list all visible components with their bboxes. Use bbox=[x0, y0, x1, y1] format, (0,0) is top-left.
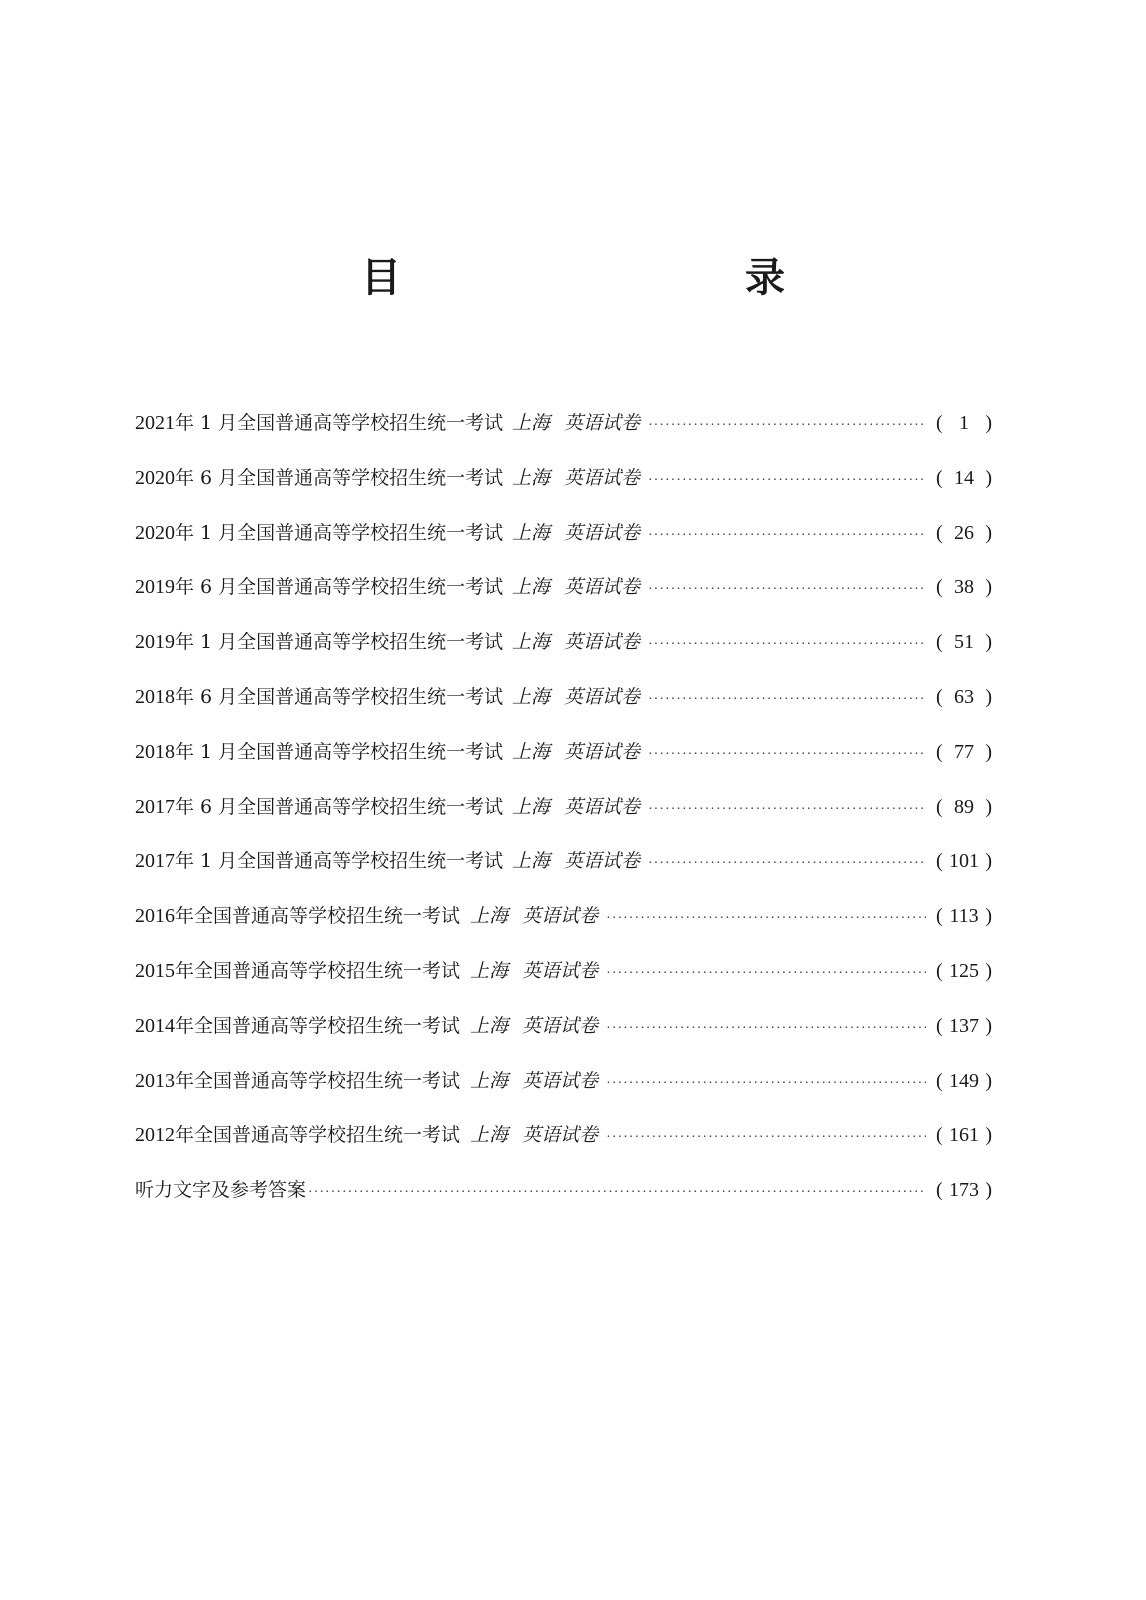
entry-title: 年 6 月全国普通高等学校招生统一考试 bbox=[175, 466, 504, 489]
entry-region: 上海 bbox=[470, 1014, 509, 1037]
entry-year: 2014 bbox=[135, 1014, 175, 1037]
entry-paper: 英语试卷 bbox=[563, 466, 640, 489]
entry-paper: 英语试卷 bbox=[563, 685, 640, 708]
toc-entry[interactable] bbox=[135, 1108, 992, 1163]
entry-title: 年全国普通高等学校招生统一考试 bbox=[175, 1069, 461, 1092]
entry-region: 上海 bbox=[511, 412, 550, 434]
entry-year: 2013 bbox=[135, 1069, 175, 1092]
entry-region: 上海 bbox=[511, 685, 550, 708]
entry-year: 2016 bbox=[135, 905, 175, 928]
page-number: ( 89 ) bbox=[936, 795, 992, 818]
dot-leader bbox=[648, 563, 926, 618]
dot-leader bbox=[648, 618, 926, 673]
page-number: ( 113 ) bbox=[936, 905, 992, 928]
page-number: ( 1 ) bbox=[936, 412, 992, 434]
entry-title: 年全国普通高等学校招生统一考试 bbox=[175, 1124, 461, 1147]
entry-region: 上海 bbox=[511, 631, 550, 654]
entry-year: 2019 bbox=[135, 631, 175, 654]
entry-year: 2015 bbox=[135, 959, 175, 982]
dot-leader bbox=[606, 1002, 926, 1057]
dot-leader bbox=[606, 947, 926, 1002]
entry-region: 上海 bbox=[511, 466, 550, 489]
dot-leader bbox=[648, 837, 926, 892]
toc-entry[interactable] bbox=[135, 944, 992, 999]
toc-entry[interactable] bbox=[135, 834, 992, 889]
entry-year: 2018 bbox=[135, 685, 175, 708]
page-number: ( 14 ) bbox=[936, 466, 992, 489]
page-number: ( 26 ) bbox=[936, 521, 992, 544]
dot-leader bbox=[648, 783, 926, 838]
page-number: ( 38 ) bbox=[936, 576, 992, 599]
entry-title: 年全国普通高等学校招生统一考试 bbox=[175, 959, 461, 982]
entry-region: 上海 bbox=[470, 1124, 509, 1147]
toc-entry[interactable] bbox=[135, 780, 992, 835]
entry-year: 2020 bbox=[135, 466, 175, 489]
entry-paper: 英语试卷 bbox=[563, 521, 640, 544]
dot-leader bbox=[648, 509, 926, 564]
entry-region: 上海 bbox=[511, 795, 550, 818]
page-number: ( 149 ) bbox=[936, 1069, 992, 1092]
page-number: ( 77 ) bbox=[936, 740, 992, 763]
page-number: ( 173 ) bbox=[936, 1179, 992, 1202]
dot-leader bbox=[648, 399, 926, 454]
entry-year: 2017 bbox=[135, 795, 175, 818]
entry-paper: 英语试卷 bbox=[522, 1124, 599, 1147]
entry-year: 2018 bbox=[135, 740, 175, 763]
toc-entry[interactable] bbox=[135, 725, 992, 780]
entry-title: 年 1 月全国普通高等学校招生统一考试 bbox=[175, 412, 504, 434]
page-number: ( 137 ) bbox=[936, 1014, 992, 1037]
toc-entry[interactable] bbox=[135, 451, 992, 506]
dot-leader bbox=[606, 892, 926, 947]
page-number: ( 161 ) bbox=[936, 1124, 992, 1147]
entry-region: 上海 bbox=[470, 1069, 509, 1092]
entry-title: 年 6 月全国普通高等学校招生统一考试 bbox=[175, 795, 504, 818]
entry-region: 上海 bbox=[511, 521, 550, 544]
entry-title: 年 6 月全国普通高等学校招生统一考试 bbox=[175, 576, 504, 599]
entry-paper: 英语试卷 bbox=[522, 905, 599, 928]
entry-year: 2012 bbox=[135, 1124, 175, 1147]
entry-paper: 英语试卷 bbox=[522, 1069, 599, 1092]
toc-entry[interactable] bbox=[135, 1163, 992, 1218]
entry-title: 年 1 月全国普通高等学校招生统一考试 bbox=[175, 740, 504, 763]
dot-leader bbox=[648, 728, 926, 783]
dot-leader bbox=[648, 673, 926, 728]
entry-title: 年 6 月全国普通高等学校招生统一考试 bbox=[175, 685, 504, 708]
dot-leader bbox=[606, 1057, 926, 1112]
entry-title: 听力文字及参考答案 bbox=[135, 1179, 307, 1202]
entry-year: 2021 bbox=[135, 412, 175, 434]
entry-paper: 英语试卷 bbox=[522, 1014, 599, 1037]
toc-entry[interactable] bbox=[135, 999, 992, 1054]
entry-region: 上海 bbox=[511, 576, 550, 599]
dot-leader bbox=[648, 454, 926, 509]
toc-entry[interactable] bbox=[135, 1054, 992, 1109]
toc-entry[interactable] bbox=[135, 615, 992, 670]
entry-paper: 英语试卷 bbox=[563, 740, 640, 763]
entry-title: 年 1 月全国普通高等学校招生统一考试 bbox=[175, 631, 504, 654]
entry-title: 年 1 月全国普通高等学校招生统一考试 bbox=[175, 521, 504, 544]
entry-year: 2019 bbox=[135, 576, 175, 599]
entry-paper: 英语试卷 bbox=[563, 412, 640, 434]
entry-title: 年全国普通高等学校招生统一考试 bbox=[175, 1014, 461, 1037]
entry-paper: 英语试卷 bbox=[563, 631, 640, 654]
entry-region: 上海 bbox=[511, 740, 550, 763]
entry-title: 年 1 月全国普通高等学校招生统一考试 bbox=[175, 850, 504, 873]
page-number: ( 63 ) bbox=[936, 685, 992, 708]
entry-title: 年全国普通高等学校招生统一考试 bbox=[175, 905, 461, 928]
toc-entry[interactable] bbox=[135, 506, 992, 561]
toc-entry[interactable] bbox=[135, 560, 992, 615]
table-of-contents bbox=[135, 396, 992, 1218]
entry-paper: 英语试卷 bbox=[563, 795, 640, 818]
dot-leader bbox=[606, 1111, 926, 1166]
entry-paper: 英语试卷 bbox=[522, 959, 599, 982]
entry-region: 上海 bbox=[470, 959, 509, 982]
page-title: 目 录 bbox=[361, 254, 873, 301]
entry-paper: 英语试卷 bbox=[563, 576, 640, 599]
page-number: ( 125 ) bbox=[936, 959, 992, 982]
toc-entry[interactable] bbox=[135, 670, 992, 725]
dot-leader bbox=[308, 1166, 926, 1221]
entry-region: 上海 bbox=[511, 850, 550, 873]
page-number: ( 101 ) bbox=[936, 850, 992, 873]
entry-year: 2020 bbox=[135, 521, 175, 544]
toc-entry[interactable] bbox=[135, 396, 992, 451]
page-number: ( 51 ) bbox=[936, 631, 992, 654]
entry-year: 2017 bbox=[135, 850, 175, 873]
entry-region: 上海 bbox=[470, 905, 509, 928]
toc-entry[interactable] bbox=[135, 889, 992, 944]
entry-paper: 英语试卷 bbox=[563, 850, 640, 873]
